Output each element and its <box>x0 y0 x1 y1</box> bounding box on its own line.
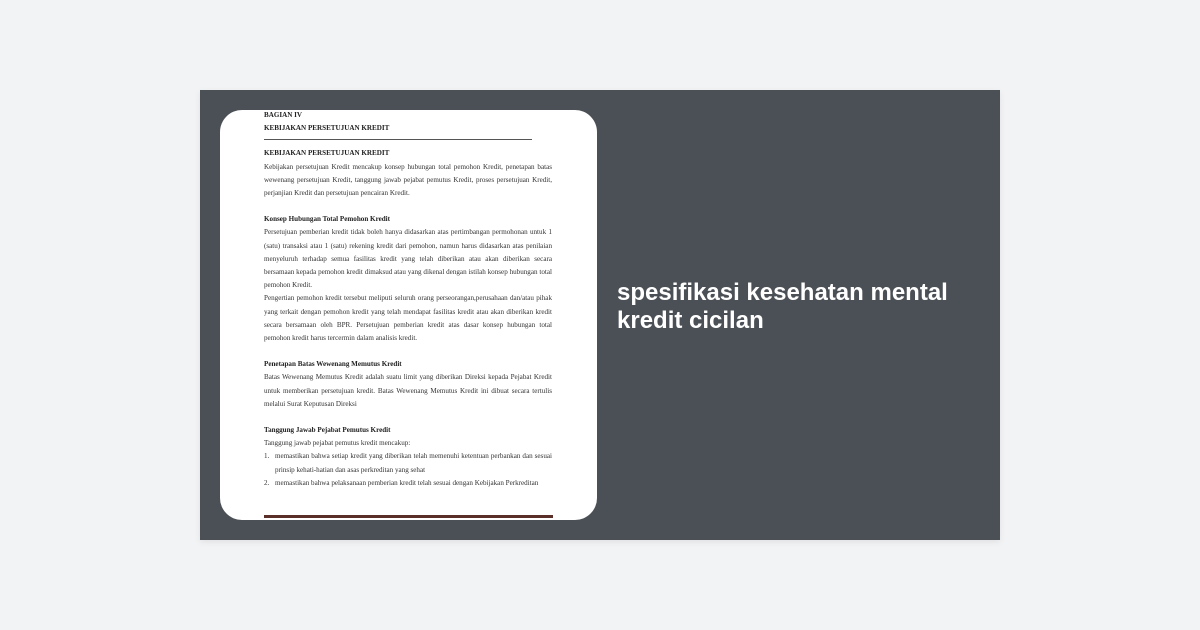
doc-spacer <box>264 345 552 358</box>
list-item-text: memastikan bahwa pelaksanaan pemberian kredit telah sesuai dengan Kebijakan Perkreditan <box>275 478 539 487</box>
doc-section-body: Kebijakan persetujuan Kredit mencakup konsep hubungan total pemohon Kredit, penetapan batas wewenang persetujuan Kredit, tanggung jawab pejabat pemutus Kredit, proses persetujuan Kredit, perjanjian Kredit dan persetujuan pencairan Kredit. <box>264 162 552 198</box>
list-item-number: 2. <box>264 478 270 487</box>
doc-chapter-title: KEBIJAKAN PERSETUJUAN KREDIT <box>264 124 390 133</box>
doc-bottom-bar <box>264 515 553 518</box>
doc-sub3-list <box>264 450 552 490</box>
article-card[interactable] <box>200 90 1000 540</box>
document-page <box>264 110 552 490</box>
list-item-text: memastikan bahwa setiap kredit yang diberikan telah memenuhi ketentuan perbankan dan sesuai prinsip kehati-hatian dan asas perkreditan yang sehat <box>275 452 552 474</box>
doc-section-title: KEBIJAKAN PERSETUJUAN KREDIT <box>264 149 390 158</box>
doc-divider <box>264 139 532 140</box>
doc-sub2-body: Batas Wewenang Memutus Kredit adalah suatu limit yang diberikan Direksi kepada Pejabat Kredit untuk memberikan persetujuan kredit. Batas Wewenang Memutus Kredit ini dibuat secara tertulis melalui Surat Keputusan Direksi <box>264 373 552 408</box>
document-thumbnail[interactable] <box>220 110 597 520</box>
doc-sub1-paragraph-2: Pengertian pemohon kredit tersebut meliputi seluruh orang perseorangan,perusahaan dan/atau pihak yang terkait dengan pemohon kredit yang telah mendapat fasilitas kredit atau akan diberikan kredit secara bersamaan oleh BPR. Persetujuan pemberian kredit atas dasar konsep hubungan total pemohon kredit harus tercermin dalam analisis kredit. <box>264 294 552 343</box>
list-item <box>264 477 552 490</box>
doc-spacer <box>264 200 552 213</box>
doc-sub3-title: Tanggung Jawab Pejabat Pemutus Kredit <box>264 426 391 435</box>
card-headline[interactable]: spesifikasi kesehatan mental kredit cicilan <box>617 279 948 334</box>
list-item-number: 1. <box>264 452 270 461</box>
doc-spacer <box>264 411 552 424</box>
doc-part-label: BAGIAN IV <box>264 111 303 119</box>
doc-sub3-intro: Tanggung jawab pejabat pemutus kredit mencakup: <box>264 439 411 448</box>
doc-sub2-title: Penetapan Batas Wewenang Memutus Kredit <box>264 360 402 369</box>
doc-sub1-paragraph-1: Persetujuan pemberian kredit tidak boleh hanya didasarkan atas pertimbangan permohonan untuk 1 (satu) transaksi atau 1 (satu) rekening kredit dari pemohon, namun harus didasarkan atas penilaian menyeluruh terhadap semua fasilitas kredit yang telah diberikan atau akan diberikan secara bersamaan kepada pemohon kredit dimaksud atau yang dikenal dengan istilah konsep hubungan total pemohon Kredit. <box>264 228 552 290</box>
doc-sub1-title: Konsep Hubungan Total Pemohon Kredit <box>264 215 391 224</box>
list-item <box>264 450 552 476</box>
